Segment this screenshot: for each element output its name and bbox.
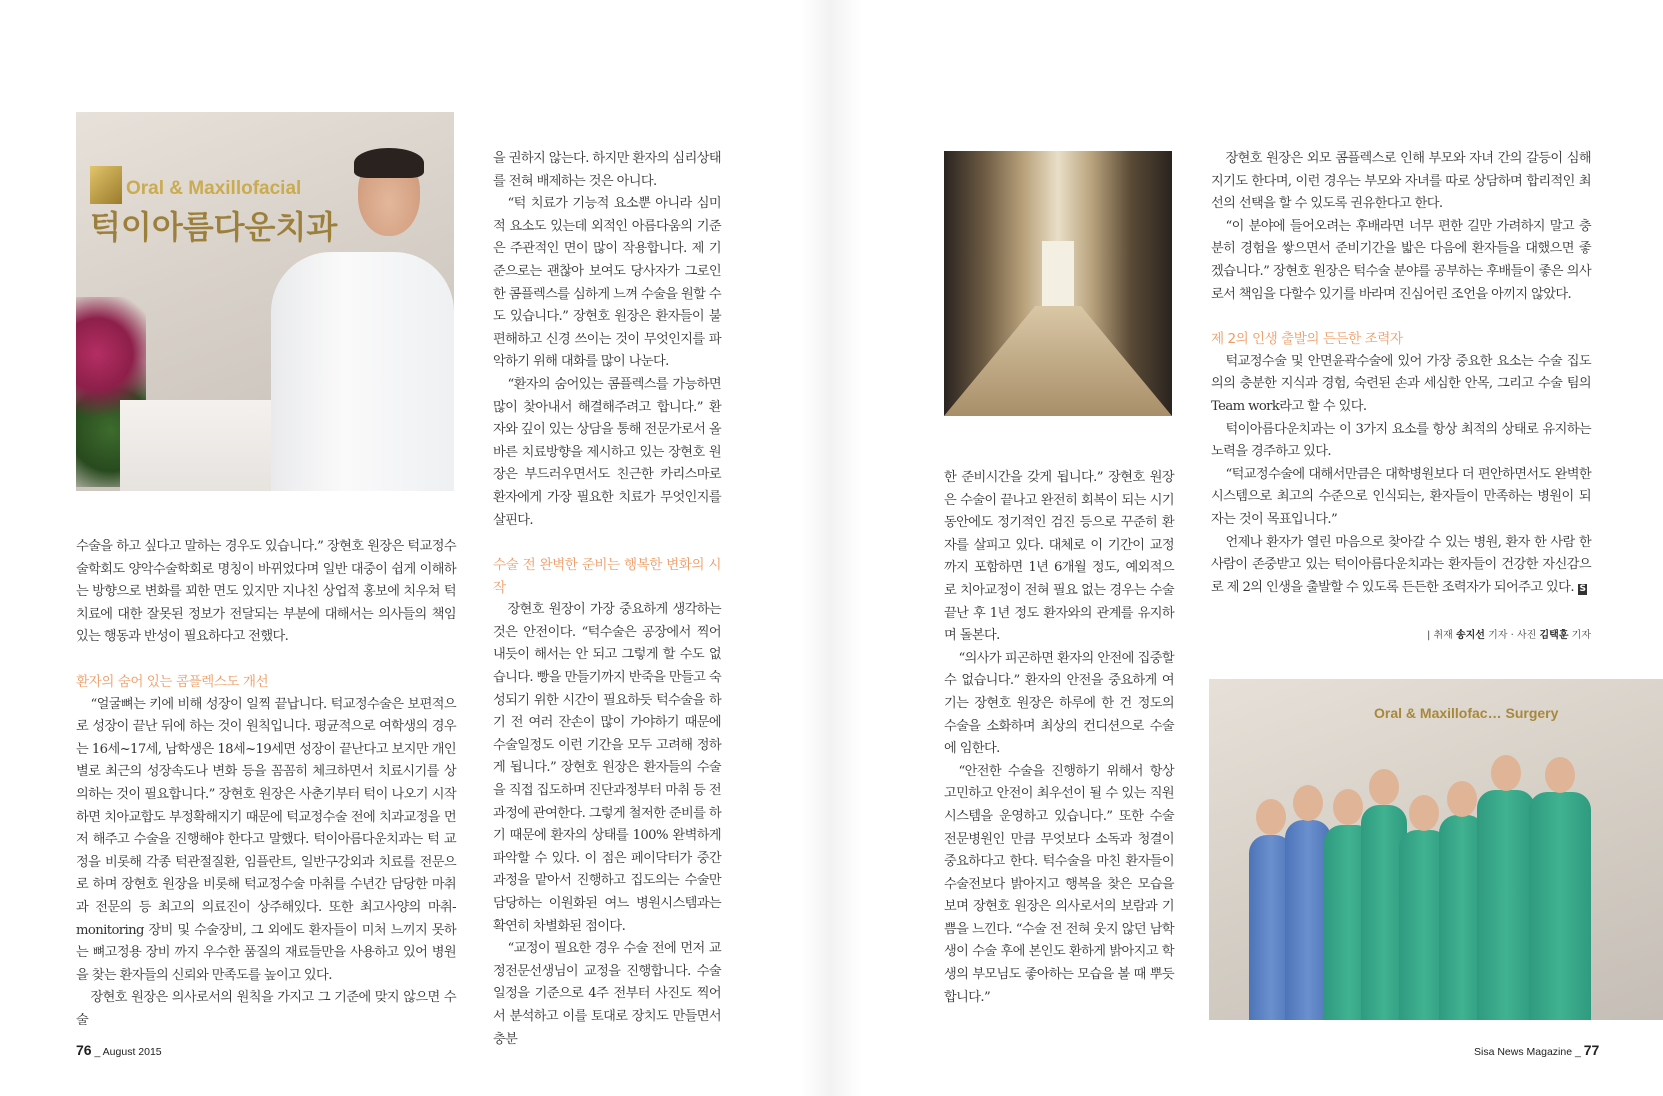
paragraph: [1211, 532, 1591, 600]
doctor-portrait-photo: [76, 112, 454, 491]
team-member-head: [1293, 785, 1323, 821]
byline-suffix: 기자: [1568, 630, 1591, 641]
team-member-head: [1545, 757, 1575, 793]
paragraph: “교정이 필요한 경우 수술 전에 먼저 교정전문선생님이 교정을 진행합니다. 수술일정을 기준으로 4주 전부터 사진도 찍어서 분석하고 이를 토대로 장치도 만들면서 충분: [493, 941, 721, 1047]
paragraph: “의사가 피곤하면 환자의 안전에 집중할 수 없습니다.” 환자의 안전을 중요하게 여기는 장현호 원장은 하루에 한 건 정도의 수술을 소화하며 최상의 컨디션으로 수술에 임한다.: [944, 650, 1174, 757]
article-byline: [1211, 626, 1591, 641]
clinic-corridor-photo: [944, 151, 1172, 416]
byline-prefix: | 취재: [1426, 630, 1456, 641]
team-member-head: [1491, 755, 1521, 791]
paragraph: “환자의 숨어있는 콤플렉스를 가능하면 많이 찾아내서 해결해주려고 합니다.” 환자와 깊이 있는 상담을 통해 전문가로서 올바른 치료방향을 제시하고 있는 장현호 원장은 부드러우면서도 친근한 카리스마로 환자에게 가장 필요한 치료가 무엇인지를 살핀다.: [493, 376, 721, 528]
team-member: [1529, 792, 1591, 1020]
reporter-name: 송지선: [1455, 630, 1485, 641]
paragraph: 장현호 원장은 외모 콤플렉스로 인해 부모와 자녀 간의 갈등이 심해지기도 한다며, 이런 경우는 부모와 자녀를 따로 상담하며 합리적인 최선의 선택을 할 수 있도록 권유한다고 한다.: [1211, 151, 1591, 212]
magazine-name: Sisa News Magazine _: [1474, 1046, 1581, 1058]
paragraph: “이 분야에 들어오려는 후배라면 너무 편한 길만 가려하지 말고 충분히 경험을 쌓으면서 준비기간을 밟은 다음에 환자들을 대했으면 좋겠습니다.” 장현호 원장은 턱수술 분야를 공부하는 후배들이 좋은 의사로서 책임을 다할수 있기를 바라며 진심어린 조언을 아끼지 않았다.: [1211, 218, 1591, 302]
paragraph: “턱 치료가 기능적 요소뿐 아니라 심미적 요소도 있는데 외적인 아름다움의 기준은 주관적인 면이 많이 작용합니다. 제 기준으로는 괜찮아 보여도 당사자가 그로인한 콤플렉스를 심하게 느껴 수술을 원할 수도 있습니다.” 장현호 원장은 환자들이 불편해하고 신경 쓰이는 것이 무엇인지를 파악하기 위해 대화를 많이 나눈다.: [493, 196, 721, 370]
issue-date: _ August 2015: [94, 1046, 162, 1058]
paragraph-text: 언제나 환자가 열린 마음으로 찾아갈 수 있는 병원, 환자 한 사람 한 사람이 존중받고 있는 턱이아름다운치과는 환자들이 건강한 자신감으로 제 2의 인생을 출발할 수 있도록 든든한 조력자가 되어주고 있다.: [1211, 534, 1591, 595]
paragraph: 장현호 원장은 의사로서의 원칙을 가지고 그 기준에 맞지 않으면 수술: [76, 990, 456, 1028]
team-member: [1477, 790, 1535, 1020]
section-heading: 제 2의 인생 출발의 든든한 조력자: [1211, 331, 1403, 348]
byline-middle: 기자 · 사진: [1484, 630, 1540, 641]
team-members: [1249, 759, 1629, 1020]
page-gutter-shadow: [800, 0, 862, 1096]
page-number: 77: [1583, 1042, 1600, 1058]
article-end-mark: S: [1579, 583, 1586, 594]
paragraph: 을 권하지 않는다. 하지만 환자의 심리상태를 전혀 배제하는 것은 아니다.: [493, 151, 721, 189]
article-column-3: [944, 467, 1174, 1009]
team-member-head: [1369, 769, 1399, 805]
paragraph: “턱교정수술에 대해서만큼은 대학병원보다 더 편안하면서도 완벽한 시스템으로 최고의 수준으로 인식되는, 환자들이 만족하는 병원이 되자는 것이 목표입니다.”: [1211, 466, 1591, 527]
footer-left: [76, 1042, 162, 1058]
surgical-team-photo: [1209, 679, 1663, 1020]
team-member-head: [1256, 799, 1286, 835]
doctor-hair: [354, 148, 424, 178]
page-number: 76: [76, 1042, 92, 1058]
article-column-1: [76, 536, 456, 1032]
section-heading: 환자의 숨어 있는 콤플렉스도 개선: [76, 673, 269, 690]
paragraph: 턱교정수술 및 안면윤곽수술에 있어 가장 중요한 요소는 수술 집도의의 충분한 지식과 경험, 숙련된 손과 세심한 안목, 그리고 수술 팀의 Team work라고 할 수 있다.: [1211, 353, 1591, 414]
article-column-2: [493, 148, 721, 1051]
team-member-head: [1333, 789, 1363, 825]
team-member-head: [1409, 795, 1439, 831]
paragraph: “안전한 수술을 진행하기 위해서 항상 고민하고 안전이 최우선이 될 수 있는 직원시스템을 운영하고 있습니다.” 또한 수술 전문병원인 만큼 무엇보다 소독과 청결이 중요하다고 한다. 턱수술을 마친 환자들이 수술전보다 밝아지고 행복을 찾은 모습을 보며 장현호 원장은 의사로서의 보람과 기쁨을 느낀다. “수술 전 전혀 웃지 않던 남학생이 수술 후에 본인도 환하게 밝아지고 학생의 부모님도 좋아하는 모습을 볼 때 뿌듯합니다.”: [944, 763, 1174, 1005]
section-heading: 수술 전 완벽한 준비는 행복한 변화의 시작: [493, 557, 721, 596]
paragraph: 한 준비시간을 갖게 됩니다.” 장현호 원장은 수술이 끝나고 완전히 회복이 되는 시기 동안에도 정기적인 검진 등으로 꾸준히 환자를 살피고 있다. 대체로 이 기간이 교정까지 포함하면 1년 6개월 정도, 예외적으로 치아교정이 전혀 필요 없는 경우는 수술 끝난 후 1년 정도 환자와의 관계를 유지하며 돌본다.: [944, 470, 1174, 644]
team-photo-sign: Oral & Maxillofac… Surgery: [1374, 705, 1559, 721]
clinic-logo-icon: [90, 166, 122, 204]
corridor-end-door: [1042, 241, 1074, 311]
paragraph: 턱이아름다운치과는 이 3가지 요소를 항상 최적의 상태로 유지하는 노력을 경주하고 있다.: [1211, 421, 1591, 460]
paragraph: “얼굴뼈는 키에 비해 성장이 일찍 끝납니다. 턱교정수술은 보편적으로 성장이 끝난 뒤에 하는 것이 원칙입니다. 평균적으로 여학생의 경우는 16세~17세, 남학생은 18세~19세면 성장이 끝난다고 보지만 개인별로 최근의 성장속도나 변화 등을 꼼꼼히 체크하면서 치료시기를 상의하는 것이 필요합니다.” 장현호 원장은 사춘기부터 턱이 나오기 시작하면 치아교합도 부정확해지기 때문에 턱교정수술 전에 치과교정을 먼저 해주고 수술을 진행해야 한다고 말했다. 턱이아름다운치과는 턱 교정을 비롯해 각종 턱관절질환, 임플란트, 일반구강외과 치료를 전문으로 하며 장현호 원장을 비롯해 턱교정수술 마취를 수년간 담당한 마취과 전문의 등 최고의 의료진이 상주해있다. 또한 최고사양의 마취-monitoring 장비 및 수술장비, 그 외에도 환자들이 미처 느끼지 못하는 뼈고정용 장비 까지 우수한 품질의 재료들만을 사용하고 있어 병원을 찾는 환자들의 신뢰와 만족도를 높이고 있다.: [76, 696, 456, 983]
photographer-name: 김택훈: [1539, 630, 1569, 641]
paragraph: 장현호 원장이 가장 중요하게 생각하는 것은 안전이다. “턱수술은 공장에서 찍어내듯이 해서는 안 되고 그렇게 할 수도 없습니다. 빵을 만들기까지 반죽을 만들고 숙성되기 위한 시간이 필요하듯 턱수술을 하기 전 여러 잔손이 많이 가야하기 때문에 수술일정도 이런 기간을 모두 고려해 정하게 됩니다.” 장현호 원장은 환자들의 수술을 직접 집도하며 진단과정부터 마취 등 전 과정에 관여한다. 그렇게 철저한 준비를 하기 때문에 환자의 상태를 100% 완벽하게 파악할 수 있다. 이 점은 페이닥터가 중간 과정을 맡아서 진행하고 집도의는 수술만 담당하는 이원화된 여느 병원시스템과는 확연히 차별화된 점이다.: [493, 602, 721, 934]
photo-sign-korean: 턱이아름다운치과: [90, 208, 338, 246]
photo-sign-english: Oral & Maxillofacial: [126, 178, 302, 199]
team-member-head: [1447, 781, 1477, 817]
doctor-white-coat: [271, 252, 454, 491]
article-column-4: [1211, 148, 1591, 599]
footer-right: [1474, 1042, 1599, 1058]
corridor-floor: [944, 306, 1172, 416]
paragraph: 수술을 하고 싶다고 말하는 경우도 있습니다.” 장현호 원장은 턱교정수술학회도 양악수술학회로 명칭이 바뀌었다며 일반 대중이 쉽게 이해하는 방향으로 변화를 꾀한 면도 있지만 지나친 상업적 홍보에 치우쳐 턱 치료에 대한 잘못된 정보가 전달되는 부분에 대해서는 의사들의 책임 있는 행동과 반성이 필요하다고 전했다.: [76, 539, 456, 645]
